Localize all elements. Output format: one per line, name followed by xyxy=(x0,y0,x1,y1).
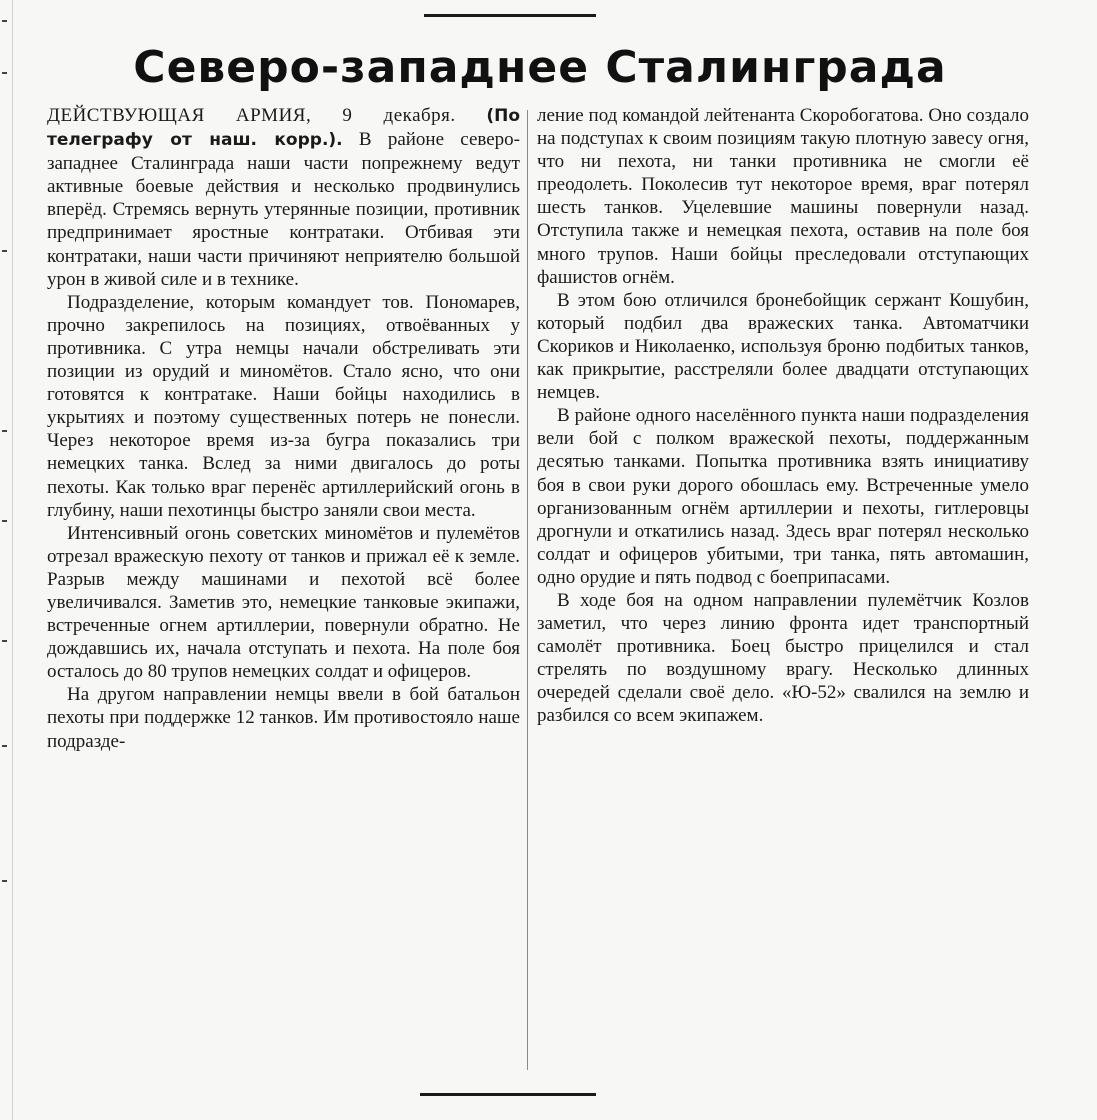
edge-mark xyxy=(2,745,7,747)
edge-mark xyxy=(2,20,7,22)
top-rule xyxy=(424,14,596,17)
body-paragraph: ление под командой лейтенанта Скоробогатова. Оно создало на подступах к своим позициям такую плотную завесу огня, что ни пехота, ни танки противника не смогли её преодолеть. Поколесив тут некоторое время, враг потерял шесть танков. Уцелевшие машины повернули назад. Отступила также и немецкая пехота, оставив на поле боя много трупов. Наши бойцы преследовали отступающих фашистов огнём. xyxy=(537,105,1029,288)
body-paragraph: На другом направлении немцы ввели в бой батальон пехоты при поддержке 12 танков. Им противостояло наше подразде- xyxy=(47,684,520,752)
edge-mark xyxy=(2,880,7,882)
edge-mark xyxy=(2,640,7,642)
right-column xyxy=(537,104,1029,728)
byline: (По телеграфу от наш. корр.). xyxy=(47,106,521,151)
left-column xyxy=(47,104,520,753)
column-divider xyxy=(527,110,528,1070)
edge-mark xyxy=(2,430,7,432)
page-edge xyxy=(0,0,13,1120)
body-paragraph: В районе одного населённого пункта наши подразделения вели бой с полком вражеской пехоты, поддержанным десятью танками. Попытка противника взять инициативу боя в свои руки дорого обошлась ему. Встреченные умело организованным огнём артиллерии и пехоты, гитлеровцы дрогнули и откатились назад. Здесь враг потерял несколько солдат и офицеров убитыми, три танка, пять автомашин, одно орудие и пять подвод с боеприпасами. xyxy=(537,405,1029,588)
dateline: ДЕЙСТВУЮЩАЯ АРМИЯ, 9 декабря. xyxy=(47,105,456,126)
body-paragraph: В ходе боя на одном направлении пулемётчик Козлов заметил, что через линию фронта идет транспортный самолёт противника. Боец быстро прицелился и стал стрелять по воздушному врагу. Несколько длинных очередей сделали своё дело. «Ю-52» свалился на землю и разбился со всем экипажем. xyxy=(537,589,1029,727)
lead-paragraph xyxy=(47,104,520,291)
edge-mark xyxy=(2,250,7,252)
lead-text: В районе северо-западнее Сталинграда наши части попрежнему ведут активные боевые действия и несколько продвинулись вперёд. Стремясь вернуть утерянные позиции, противник предпринимает яростные контратаки. Отбивая эти контратаки, наши части причиняют неприятелю большой урон в живой силе и в технике. xyxy=(47,129,521,290)
body-paragraph: В этом бою отличился бронебойщик сержант Кошубин, который подбил два вражеских танка. Автоматчики Скориков и Николаенко, используя броню подбитых танков, как прикрытие, расстреляли более двадцати отступающих немцев. xyxy=(537,289,1029,404)
edge-mark xyxy=(2,72,7,74)
body-paragraph: Подразделение, которым командует тов. Пономарев, прочно закрепилось на позициях, отвоёванных у противника. С утра немцы начали обстреливать эти позиции из орудий и миномётов. Стало ясно, что они готовятся к контратаке. Наши бойцы находились в укрытиях и поэтому существенных потерь не понесли. Через некоторое время из-за бугра показались три немецких танка. Вслед за ними двигалось до роты пехоты. Как только враг перенёс артиллерийский огонь в глубину, наши пехотинцы быстро заняли свои места. xyxy=(47,291,520,521)
body-paragraph: Интенсивный огонь советских миномётов и пулемётов отрезал вражескую пехоту от танков и прижал её к земле. Разрыв между машинами и пехотой всё более увеличивался. Заметив это, немецкие танковые экипажи, встреченные огнем артиллерии, повернули обратно. Не дождавшись их, начала отступать и пехота. На поле боя осталось до 80 трупов немецких солдат и офицеров. xyxy=(47,522,520,683)
bottom-rule xyxy=(420,1093,596,1096)
edge-mark xyxy=(2,520,7,522)
article-headline: Северо-западнее Сталинграда xyxy=(133,42,947,93)
